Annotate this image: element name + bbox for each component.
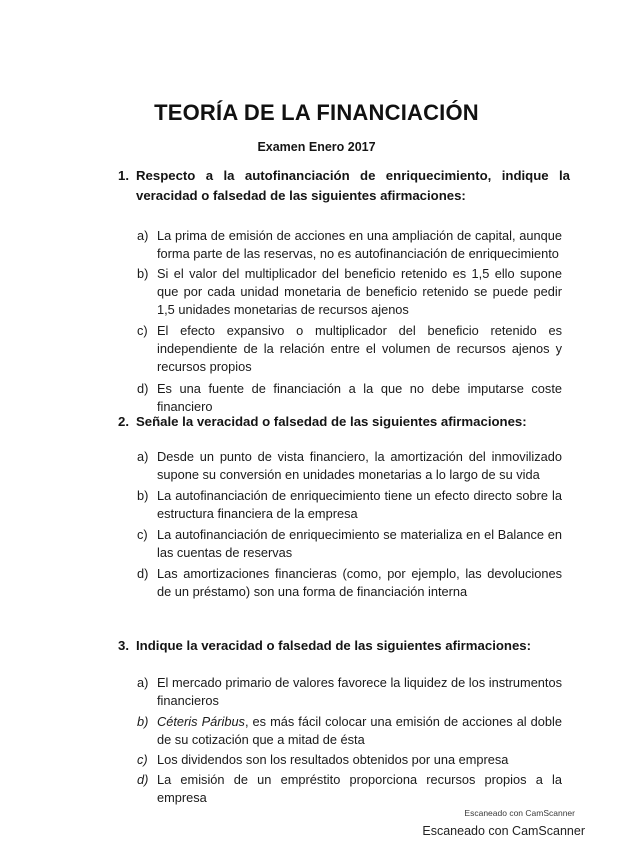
option-letter: a)	[137, 675, 149, 690]
document-subtitle: Examen Enero 2017	[257, 140, 376, 154]
question-number: 3.	[118, 638, 129, 653]
option-c	[137, 322, 562, 376]
option-d	[137, 771, 562, 807]
option-letter: a)	[137, 449, 149, 464]
option-letter: c)	[137, 527, 148, 542]
option-text: La autofinanciación de enriquecimiento tiene un efecto directo sobre la estructura financiera de la empresa	[157, 488, 562, 521]
option-text: Las amortizaciones financieras (como, por ejemplo, las devoluciones de un préstamo) son una forma de financiación interna	[157, 566, 562, 599]
option-letter: a)	[137, 228, 149, 243]
option-letter: d)	[137, 381, 149, 396]
option-a	[137, 674, 562, 710]
question-text: Señale la veracidad o falsedad de las siguientes afirmaciones:	[136, 414, 527, 429]
option-text	[157, 713, 562, 749]
option-text: La emisión de un empréstito proporciona recursos propios a la empresa	[157, 772, 562, 805]
option-text-rest: , es más fácil colocar una emisión de acciones al doble de su cotización que a mitad de ésta	[157, 714, 562, 747]
option-d	[137, 380, 562, 416]
option-b	[137, 265, 562, 319]
option-letter: d)	[137, 566, 149, 581]
option-c	[137, 751, 562, 769]
scanner-watermark-small: Escaneado con CamScanner	[464, 808, 575, 818]
question-3	[118, 636, 570, 656]
option-italic-phrase: Céteris Páribus	[157, 714, 245, 729]
option-text: La autofinanciación de enriquecimiento se materializa en el Balance en las cuentas de reservas	[157, 527, 562, 560]
option-b	[137, 487, 562, 523]
question-1-options	[137, 227, 562, 416]
question-1	[118, 166, 570, 206]
option-text: Si el valor del multiplicador del beneficio retenido es 1,5 ello supone que por cada unidad monetaria de beneficio retenido se puede pedir 1,5 unidades monetarias de recursos ajenos	[157, 266, 562, 317]
option-letter: b)	[137, 266, 149, 281]
option-d	[137, 565, 562, 601]
question-2	[118, 412, 570, 432]
option-text: La prima de emisión de acciones en una ampliación de capital, aunque forma parte de las reservas, no es autofinanciación de enriquecimiento	[157, 228, 562, 261]
option-text: El mercado primario de valores favorece la liquidez de los instrumentos financieros	[157, 675, 562, 708]
option-c	[137, 526, 562, 562]
question-number: 1.	[118, 168, 129, 183]
question-number: 2.	[118, 414, 129, 429]
scanner-watermark-large: Escaneado con CamScanner	[422, 824, 585, 838]
question-text: Respecto a la autofinanciación de enriquecimiento, indique la veracidad o falsedad de las siguientes afirmaciones:	[136, 168, 570, 203]
option-text: Desde un punto de vista financiero, la amortización del inmovilizado supone su conversión en unidades monetarias a lo largo de su vida	[157, 449, 562, 482]
option-letter: c)	[137, 752, 148, 767]
option-letter: c)	[137, 323, 148, 338]
document-title: TEORÍA DE LA FINANCIACIÓN	[154, 100, 479, 125]
option-b	[137, 713, 562, 749]
question-2-options	[137, 448, 562, 601]
question-text: Indique la veracidad o falsedad de las siguientes afirmaciones:	[136, 638, 532, 653]
option-letter: d)	[137, 772, 149, 787]
option-text: El efecto expansivo o multiplicador del beneficio retenido es independiente de la relación entre el volumen de recursos ajenos y recursos propios	[157, 323, 562, 374]
option-text: Los dividendos son los resultados obtenidos por una empresa	[157, 752, 509, 767]
option-text: Es una fuente de financiación a la que no debe imputarse coste financiero	[157, 381, 562, 414]
question-3-options	[137, 674, 562, 807]
option-a	[137, 227, 562, 263]
option-letter: b)	[137, 488, 149, 503]
option-letter: b)	[137, 714, 149, 729]
option-a	[137, 448, 562, 484]
